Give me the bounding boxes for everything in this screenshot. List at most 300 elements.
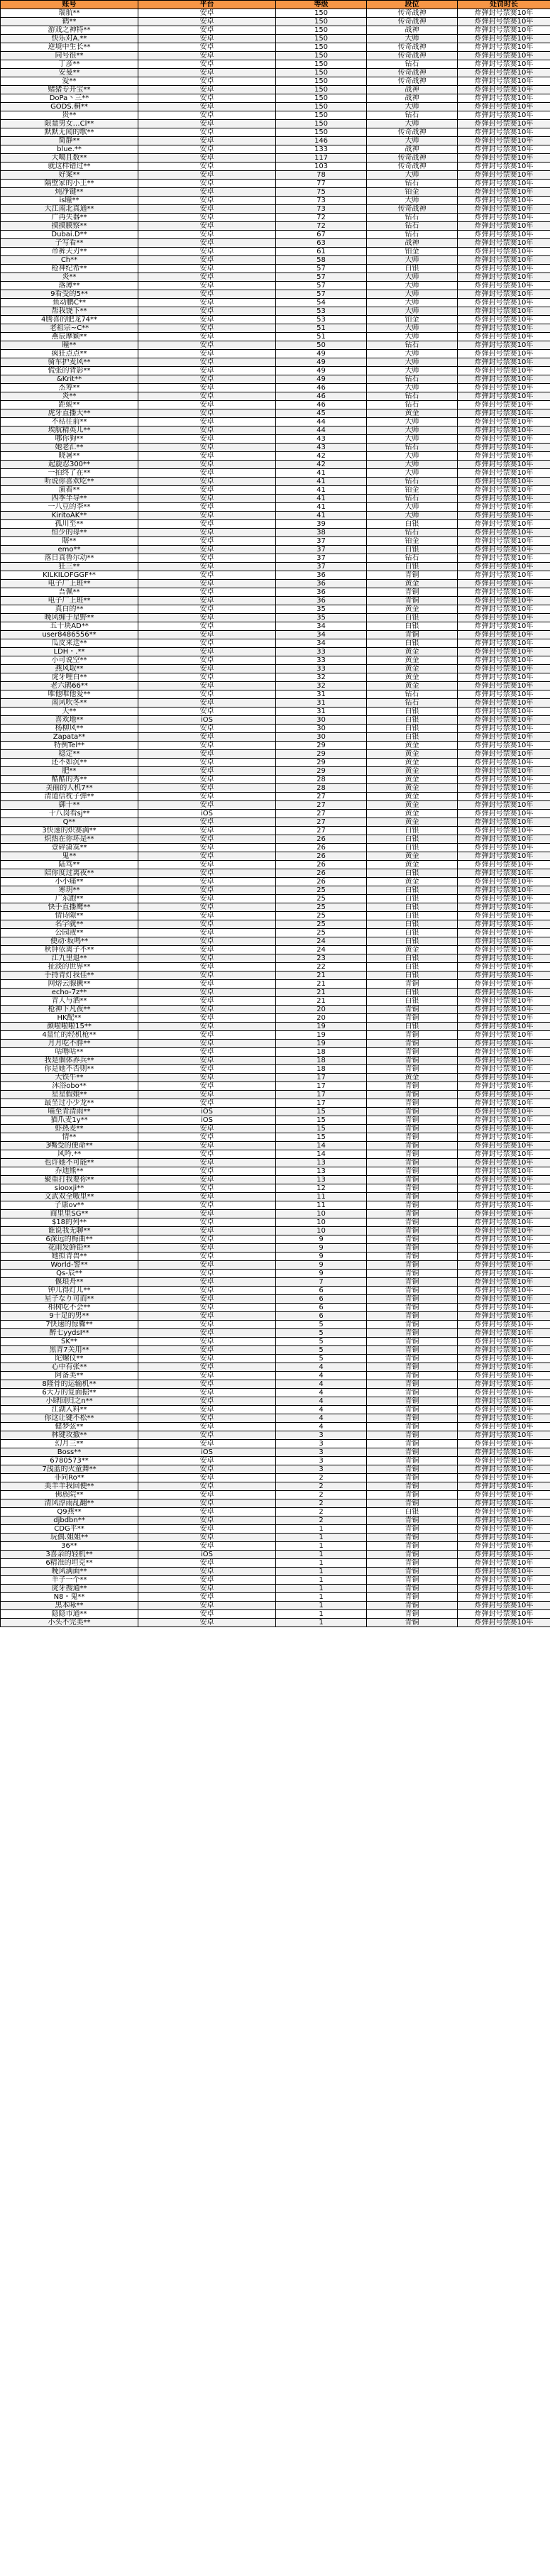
rank-cell: 钻石	[367, 554, 458, 563]
rank-cell: 铂金	[367, 316, 458, 324]
penalty-cell: 炸弹封号禁赛10年	[458, 290, 550, 299]
rank-cell: 黄金	[367, 409, 458, 418]
level-cell: 4	[276, 1363, 367, 1372]
rank-cell: 白银	[367, 708, 458, 716]
penalty-cell: 炸弹封号禁赛10年	[458, 878, 550, 886]
account-cell: 文武双全嗷里**	[1, 1193, 138, 1201]
level-cell: 5	[276, 1346, 367, 1355]
platform-cell: 安卓	[138, 35, 276, 43]
table-row	[1, 537, 550, 546]
rank-cell: 白银	[367, 614, 458, 622]
penalty-cell: 炸弹封号禁赛10年	[458, 1193, 550, 1201]
account-cell: 就这样错过**	[1, 163, 138, 171]
rank-cell: 钻石	[367, 690, 458, 699]
penalty-cell: 炸弹封号禁赛10年	[458, 861, 550, 869]
penalty-cell: 炸弹封号禁赛10年	[458, 835, 550, 844]
account-cell: 黑青7关用**	[1, 1346, 138, 1355]
rank-cell: 青铜	[367, 1534, 458, 1542]
table-row	[1, 648, 550, 656]
platform-cell: iOS	[138, 1448, 276, 1457]
platform-cell: 安卓	[138, 265, 276, 273]
level-cell: 23	[276, 954, 367, 963]
level-cell: 49	[276, 350, 367, 358]
penalty-cell: 炸弹封号禁赛10年	[458, 282, 550, 290]
rank-cell: 白银	[367, 989, 458, 997]
penalty-cell: 炸弹封号禁赛10年	[458, 1499, 550, 1508]
account-cell: 吾佩**	[1, 588, 138, 597]
penalty-cell: 炸弹封号禁赛10年	[458, 520, 550, 529]
table-row	[1, 350, 550, 358]
level-cell: 17	[276, 1082, 367, 1091]
account-cell: 乔迪熊**	[1, 1167, 138, 1176]
level-cell: 150	[276, 69, 367, 77]
rank-cell: 铂金	[367, 537, 458, 546]
platform-cell: 安卓	[138, 989, 276, 997]
platform-cell: 安卓	[138, 1431, 276, 1440]
rank-cell: 青铜	[367, 1423, 458, 1431]
penalty-cell: 炸弹封号禁赛10年	[458, 989, 550, 997]
account-cell: 猫爪麦1y**	[1, 1116, 138, 1125]
account-cell: 还不如沉**	[1, 759, 138, 767]
platform-cell: 安卓	[138, 239, 276, 248]
account-cell: Boss**	[1, 1448, 138, 1457]
level-cell: 57	[276, 282, 367, 290]
penalty-cell: 炸弹封号禁赛10年	[458, 324, 550, 333]
platform-cell: 安卓	[138, 316, 276, 324]
account-cell: 名字就**	[1, 920, 138, 929]
platform-cell: 安卓	[138, 163, 276, 171]
penalty-cell: 炸弹封号禁赛10年	[458, 43, 550, 52]
account-cell: 特例Tel**	[1, 742, 138, 750]
rank-cell: 大师	[367, 282, 458, 290]
account-cell: SK**	[1, 1338, 138, 1346]
account-cell: 电子厂上班**	[1, 597, 138, 605]
platform-cell: 安卓	[138, 367, 276, 375]
account-cell: 青人与酒**	[1, 997, 138, 1006]
level-cell: 4	[276, 1423, 367, 1431]
rank-cell: 青铜	[367, 1014, 458, 1023]
platform-cell: 安卓	[138, 1244, 276, 1253]
account-cell: 南风吹冬**	[1, 699, 138, 708]
penalty-cell: 炸弹封号禁赛10年	[458, 1491, 550, 1499]
penalty-cell: 炸弹封号禁赛10年	[458, 665, 550, 673]
penalty-cell: 炸弹封号禁赛10年	[458, 1159, 550, 1167]
penalty-cell: 炸弹封号禁赛10年	[458, 214, 550, 222]
header-level: 等级	[276, 1, 367, 9]
penalty-cell: 炸弹封号禁赛10年	[458, 529, 550, 537]
platform-cell: 安卓	[138, 1176, 276, 1184]
rank-cell: 白银	[367, 997, 458, 1006]
table-row	[1, 656, 550, 665]
penalty-cell: 炸弹封号禁赛10年	[458, 1099, 550, 1108]
table-row	[1, 60, 550, 69]
penalty-cell: 炸弹封号禁赛10年	[458, 273, 550, 282]
level-cell: 31	[276, 699, 367, 708]
level-cell: 26	[276, 852, 367, 861]
penalty-cell: 炸弹封号禁赛10年	[458, 512, 550, 520]
penalty-cell: 炸弹封号禁赛10年	[458, 1610, 550, 1619]
rank-cell: 黄金	[367, 1074, 458, 1082]
table-row	[1, 1321, 550, 1329]
rank-cell: 黄金	[367, 878, 458, 886]
level-cell: 26	[276, 861, 367, 869]
penalty-cell: 炸弹封号禁赛10年	[458, 1431, 550, 1440]
account-cell: 4腾喜的肥龙74**	[1, 316, 138, 324]
rank-cell: 黄金	[367, 810, 458, 818]
platform-cell: 安卓	[138, 546, 276, 554]
platform-cell: 安卓	[138, 725, 276, 733]
platform-cell: 安卓	[138, 1133, 276, 1142]
level-cell: 2	[276, 1482, 367, 1491]
level-cell: 32	[276, 673, 367, 682]
table-row	[1, 1482, 550, 1491]
table-row	[1, 290, 550, 299]
penalty-cell: 炸弹封号禁赛10年	[458, 1210, 550, 1218]
table-row	[1, 554, 550, 563]
table-row	[1, 1551, 550, 1559]
platform-cell: 安卓	[138, 571, 276, 580]
level-cell: 41	[276, 478, 367, 486]
rank-cell: 白银	[367, 903, 458, 912]
penalty-cell: 炸弹封号禁赛10年	[458, 392, 550, 401]
table-row	[1, 239, 550, 248]
rank-cell: 青铜	[367, 1270, 458, 1278]
penalty-cell: 炸弹封号禁赛10年	[458, 954, 550, 963]
level-cell: 9	[276, 1270, 367, 1278]
rank-cell: 传奇战神	[367, 69, 458, 77]
rank-cell: 黄金	[367, 665, 458, 673]
penalty-cell: 炸弹封号禁赛10年	[458, 801, 550, 810]
rank-cell: 大师	[367, 367, 458, 375]
table-row	[1, 605, 550, 614]
penalty-cell: 炸弹封号禁赛10年	[458, 1253, 550, 1261]
level-cell: 21	[276, 989, 367, 997]
penalty-cell: 炸弹封号禁赛10年	[458, 1278, 550, 1287]
level-cell: 15	[276, 1133, 367, 1142]
rank-cell: 黄金	[367, 784, 458, 793]
platform-cell: 安卓	[138, 137, 276, 145]
platform-cell: 安卓	[138, 563, 276, 571]
platform-cell: 安卓	[138, 1040, 276, 1048]
penalty-cell: 炸弹封号禁赛10年	[458, 1023, 550, 1031]
platform-cell: 安卓	[138, 1091, 276, 1099]
platform-cell: 安卓	[138, 1525, 276, 1534]
rank-cell: 大师	[367, 452, 458, 461]
level-cell: 1	[276, 1576, 367, 1585]
account-cell: 逆境中生长**	[1, 43, 138, 52]
level-cell: 26	[276, 869, 367, 878]
penalty-cell: 炸弹封号禁赛10年	[458, 316, 550, 324]
rank-cell: 钻石	[367, 180, 458, 188]
level-cell: 24	[276, 937, 367, 946]
account-cell: 同号很**	[1, 52, 138, 60]
level-cell: 44	[276, 426, 367, 435]
rank-cell: 钻石	[367, 111, 458, 120]
penalty-cell: 炸弹封号禁赛10年	[458, 1559, 550, 1568]
level-cell: 2	[276, 1499, 367, 1508]
penalty-cell: 炸弹封号禁赛10年	[458, 920, 550, 929]
level-cell: 2	[276, 1491, 367, 1499]
platform-cell: 安卓	[138, 614, 276, 622]
table-row	[1, 103, 550, 111]
platform-cell: 安卓	[138, 622, 276, 631]
level-cell: 27	[276, 818, 367, 827]
rank-cell: 青铜	[367, 1312, 458, 1321]
rank-cell: 青铜	[367, 1167, 458, 1176]
platform-cell: 安卓	[138, 1568, 276, 1576]
table-row	[1, 1499, 550, 1508]
table-row	[1, 1159, 550, 1167]
table-row	[1, 461, 550, 469]
table-row	[1, 997, 550, 1006]
rank-cell: 青铜	[367, 1602, 458, 1610]
level-cell: 4	[276, 1372, 367, 1380]
platform-cell: 安卓	[138, 971, 276, 980]
platform-cell: iOS	[138, 810, 276, 818]
level-cell: 36	[276, 571, 367, 580]
table-row	[1, 946, 550, 954]
penalty-cell: 炸弹封号禁赛10年	[458, 750, 550, 759]
penalty-cell: 炸弹封号禁赛10年	[458, 18, 550, 26]
account-cell: 佛族院**	[1, 1491, 138, 1499]
account-cell: 恒少的母**	[1, 529, 138, 537]
penalty-cell: 炸弹封号禁赛10年	[458, 1133, 550, 1142]
rank-cell: 青铜	[367, 1619, 458, 1627]
rank-cell: 青铜	[367, 631, 458, 639]
level-cell: 117	[276, 154, 367, 163]
account-cell: 我是個体养兵**	[1, 1057, 138, 1065]
account-cell: 玩偶.姐姐**	[1, 1534, 138, 1542]
table-row	[1, 861, 550, 869]
account-cell: 7浅蓝的火童舞**	[1, 1465, 138, 1474]
penalty-cell: 炸弹封号禁赛10年	[458, 1440, 550, 1448]
rank-cell: 传奇战神	[367, 77, 458, 86]
platform-cell: 安卓	[138, 299, 276, 307]
platform-cell: 安卓	[138, 324, 276, 333]
account-cell: 晚风缠于星野**	[1, 614, 138, 622]
platform-cell: 安卓	[138, 1559, 276, 1568]
penalty-cell: 炸弹封号禁赛10年	[458, 495, 550, 503]
account-cell: 演着**	[1, 486, 138, 495]
penalty-cell: 炸弹封号禁赛10年	[458, 1065, 550, 1074]
table-row	[1, 1210, 550, 1218]
table-row	[1, 469, 550, 478]
table-row	[1, 750, 550, 759]
platform-cell: 安卓	[138, 784, 276, 793]
rank-cell: 钻石	[367, 699, 458, 708]
level-cell: 150	[276, 26, 367, 35]
level-cell: 3	[276, 1457, 367, 1465]
account-cell: 林键攻撤**	[1, 1431, 138, 1440]
penalty-cell: 炸弹封号禁赛10年	[458, 946, 550, 954]
penalty-cell: 炸弹封号禁赛10年	[458, 1057, 550, 1065]
penalty-cell: 炸弹封号禁赛10年	[458, 375, 550, 384]
rank-cell: 大师	[367, 324, 458, 333]
account-cell: 3嘴受的便命**	[1, 1142, 138, 1150]
penalty-cell: 炸弹封号禁赛10年	[458, 469, 550, 478]
account-cell: 谁说我无聊**	[1, 1227, 138, 1235]
account-cell: 情诗隙**	[1, 912, 138, 920]
account-cell: 美羊羊我回便**	[1, 1482, 138, 1491]
platform-cell: 安卓	[138, 94, 276, 103]
level-cell: 146	[276, 137, 367, 145]
rank-cell: 青铜	[367, 1142, 458, 1150]
platform-cell: 安卓	[138, 997, 276, 1006]
level-cell: 27	[276, 801, 367, 810]
rank-cell: 传奇战神	[367, 128, 458, 137]
account-cell: 哪你狗**	[1, 435, 138, 444]
level-cell: 41	[276, 486, 367, 495]
account-cell: 四季半导**	[1, 495, 138, 503]
rank-cell: 青铜	[367, 1108, 458, 1116]
platform-cell: 安卓	[138, 1099, 276, 1108]
platform-cell: 安卓	[138, 111, 276, 120]
penalty-cell: 炸弹封号禁赛10年	[458, 1448, 550, 1457]
level-cell: 1	[276, 1542, 367, 1551]
penalty-cell: 炸弹封号禁赛10年	[458, 478, 550, 486]
platform-cell: 安卓	[138, 358, 276, 367]
penalty-cell: 炸弹封号禁赛10年	[458, 503, 550, 512]
table-row	[1, 580, 550, 588]
rank-cell: 青铜	[367, 1159, 458, 1167]
level-cell: 150	[276, 77, 367, 86]
penalty-cell: 炸弹封号禁赛10年	[458, 1465, 550, 1474]
level-cell: 7	[276, 1278, 367, 1287]
table-row	[1, 725, 550, 733]
penalty-cell: 炸弹封号禁赛10年	[458, 1142, 550, 1150]
platform-cell: 安卓	[138, 1542, 276, 1551]
rank-cell: 青铜	[367, 1610, 458, 1619]
table-row	[1, 1414, 550, 1423]
rank-cell: 大师	[367, 120, 458, 128]
table-row	[1, 588, 550, 597]
account-cell: 真白的**	[1, 605, 138, 614]
penalty-cell: 炸弹封号禁赛10年	[458, 1517, 550, 1525]
table-row	[1, 1602, 550, 1610]
level-cell: 77	[276, 180, 367, 188]
table-row	[1, 682, 550, 690]
table-row	[1, 1465, 550, 1474]
level-cell: 1	[276, 1610, 367, 1619]
rank-cell: 青铜	[367, 1287, 458, 1295]
account-cell: 6大万的复面掘**	[1, 1389, 138, 1397]
platform-cell: 安卓	[138, 648, 276, 656]
account-cell: 鹤**	[1, 18, 138, 26]
penalty-cell: 炸弹封号禁赛10年	[458, 767, 550, 776]
platform-cell: 安卓	[138, 392, 276, 401]
platform-cell: 安卓	[138, 1508, 276, 1517]
account-cell: 默默无闻的歌**	[1, 128, 138, 137]
account-cell: Zapata**	[1, 733, 138, 742]
table-row	[1, 1253, 550, 1261]
level-cell: 150	[276, 9, 367, 18]
account-cell: N8・鬼**	[1, 1593, 138, 1602]
level-cell: 45	[276, 409, 367, 418]
penalty-cell: 炸弹封号禁赛10年	[458, 708, 550, 716]
level-cell: 39	[276, 520, 367, 529]
platform-cell: 安卓	[138, 145, 276, 154]
table-row	[1, 844, 550, 852]
account-cell: 子写看**	[1, 239, 138, 248]
table-row	[1, 1568, 550, 1576]
level-cell: 43	[276, 444, 367, 452]
penalty-cell: 炸弹封号禁赛10年	[458, 145, 550, 154]
table-row	[1, 43, 550, 52]
level-cell: 41	[276, 503, 367, 512]
rank-cell: 钻石	[367, 529, 458, 537]
table-row	[1, 324, 550, 333]
platform-cell: 安卓	[138, 426, 276, 435]
platform-cell: 安卓	[138, 699, 276, 708]
table-row	[1, 435, 550, 444]
level-cell: 1	[276, 1602, 367, 1610]
rank-cell: 白银	[367, 563, 458, 571]
penalty-cell: 炸弹封号禁赛10年	[458, 759, 550, 767]
platform-cell: 安卓	[138, 77, 276, 86]
rank-cell: 钻石	[367, 341, 458, 350]
rank-cell: 大师	[367, 426, 458, 435]
level-cell: 37	[276, 546, 367, 554]
account-cell: 简静**	[1, 137, 138, 145]
table-row	[1, 895, 550, 903]
platform-cell: 安卓	[138, 852, 276, 861]
level-cell: 15	[276, 1116, 367, 1125]
platform-cell: 安卓	[138, 1593, 276, 1602]
level-cell: 42	[276, 452, 367, 461]
table-row	[1, 1576, 550, 1585]
penalty-cell: 炸弹封号禁赛10年	[458, 1576, 550, 1585]
account-cell: 公园液**	[1, 929, 138, 937]
account-cell: 扯淡的世界**	[1, 963, 138, 971]
table-row	[1, 1261, 550, 1270]
table-row	[1, 222, 550, 231]
account-cell: 4量忙的轻机枪**	[1, 1031, 138, 1040]
platform-cell: 安卓	[138, 1397, 276, 1406]
rank-cell: 青铜	[367, 1321, 458, 1329]
rank-cell: 大师	[367, 333, 458, 341]
level-cell: 9	[276, 1261, 367, 1270]
rank-cell: 青铜	[367, 1193, 458, 1201]
account-cell: 好案**	[1, 171, 138, 180]
rank-cell: 白银	[367, 954, 458, 963]
table-row	[1, 1372, 550, 1380]
table-row	[1, 878, 550, 886]
account-cell: 晓暑**	[1, 452, 138, 461]
table-row	[1, 912, 550, 920]
table-row	[1, 154, 550, 163]
penalty-cell: 炸弹封号禁赛10年	[458, 1201, 550, 1210]
account-cell: 也许她不可能**	[1, 1159, 138, 1167]
rank-cell: 大师	[367, 512, 458, 520]
platform-cell: 安卓	[138, 1031, 276, 1040]
table-row	[1, 358, 550, 367]
account-cell: 6深远的梅曲**	[1, 1235, 138, 1244]
level-cell: 25	[276, 912, 367, 920]
level-cell: 5	[276, 1321, 367, 1329]
platform-cell: 安卓	[138, 222, 276, 231]
account-cell: 陀螺仪**	[1, 1355, 138, 1363]
rank-cell: 白银	[367, 639, 458, 648]
account-cell: 帝裤天刃**	[1, 248, 138, 256]
platform-cell: iOS	[138, 1116, 276, 1125]
table-row	[1, 1108, 550, 1116]
penalty-cell: 炸弹封号禁赛10年	[458, 1525, 550, 1534]
penalty-cell: 炸弹封号禁赛10年	[458, 997, 550, 1006]
level-cell: 150	[276, 35, 367, 43]
penalty-cell: 炸弹封号禁赛10年	[458, 188, 550, 197]
table-row	[1, 665, 550, 673]
account-cell: Qs-辰**	[1, 1270, 138, 1278]
